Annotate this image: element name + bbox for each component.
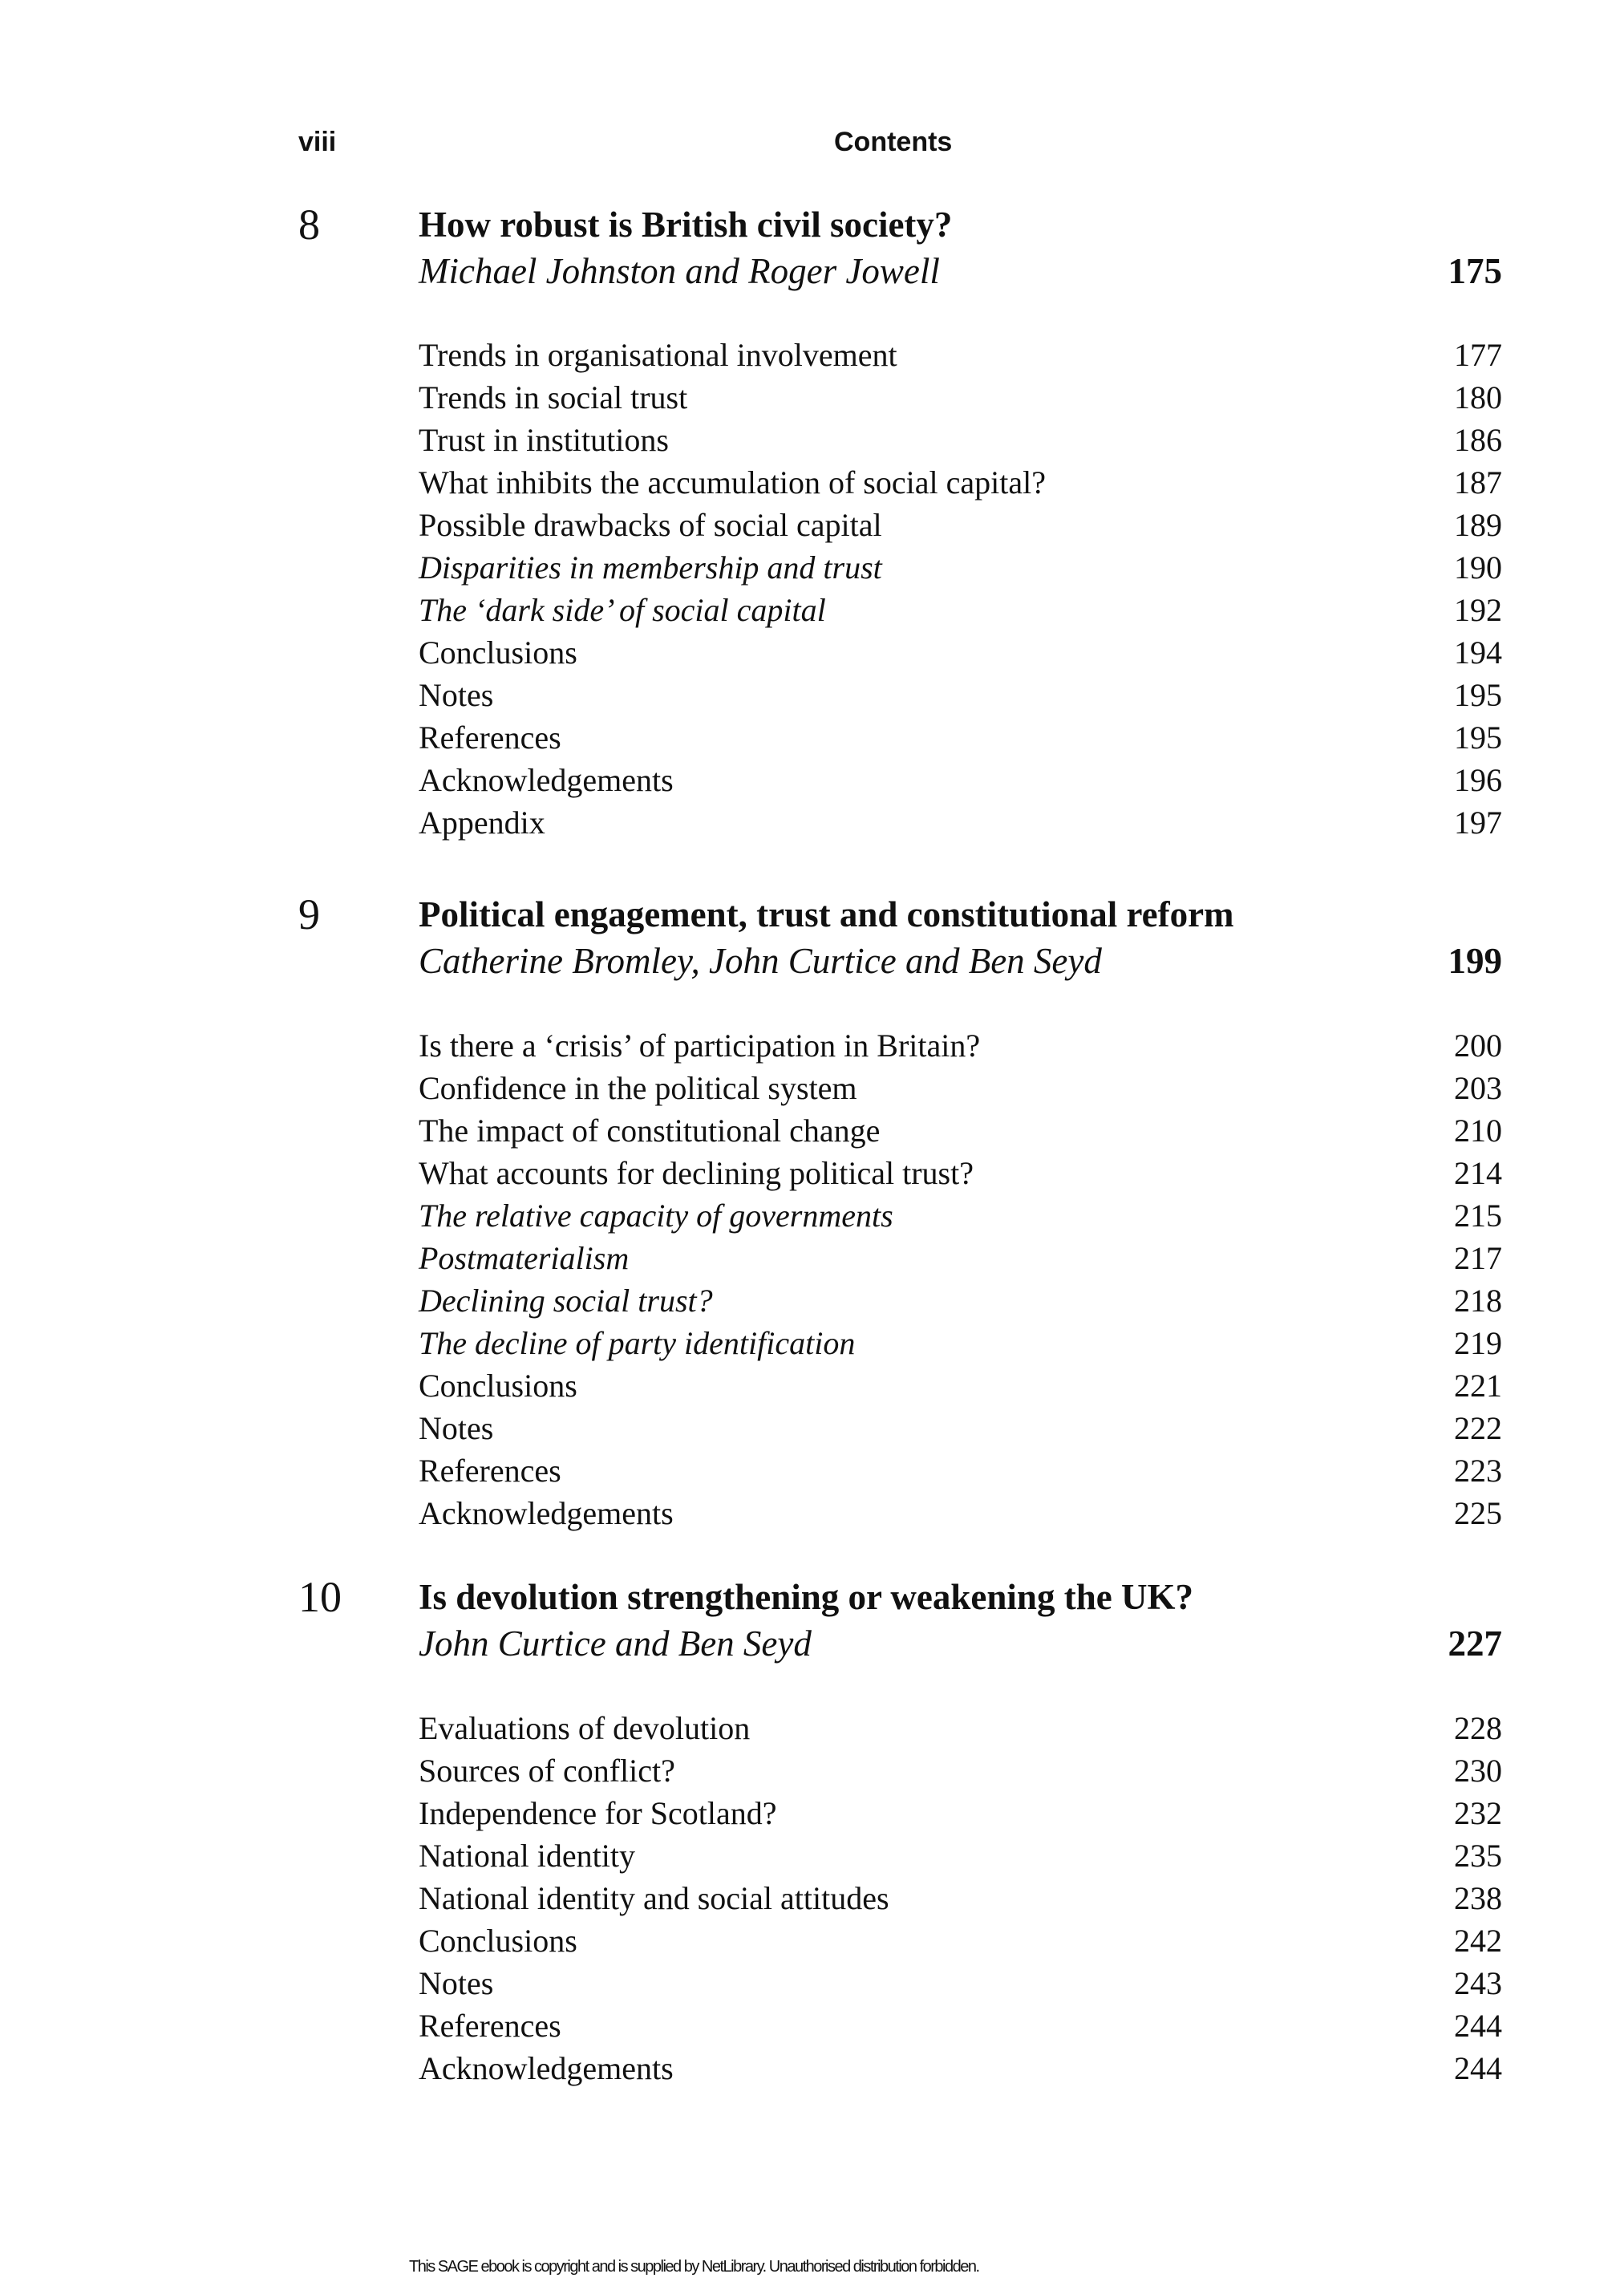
toc-entry[interactable] xyxy=(419,2004,1502,2047)
toc-entry-page: 194 xyxy=(1454,634,1502,671)
toc-entry[interactable] xyxy=(419,1792,1502,1834)
chapter-9-sections xyxy=(419,1024,1502,1534)
toc-entry-label: Acknowledgements xyxy=(419,2050,674,2086)
toc-entry-page: 222 xyxy=(1454,1410,1502,1446)
toc-entry-label: Acknowledgements xyxy=(419,762,674,798)
toc-entry[interactable] xyxy=(419,1152,1502,1194)
toc-entry-label: Notes xyxy=(419,677,494,713)
chapter-authors: Michael Johnston and Roger Jowell xyxy=(419,251,940,291)
page-folio: viii xyxy=(298,127,337,157)
toc-entry-label: Evaluations of devolution xyxy=(419,1710,751,1746)
toc-entry-label: Declining social trust? xyxy=(419,1283,713,1319)
toc-entry[interactable] xyxy=(419,716,1502,759)
toc-entry[interactable] xyxy=(419,589,1502,631)
toc-entry-label: The relative capacity of governments xyxy=(419,1198,893,1234)
toc-entry-page: 214 xyxy=(1454,1155,1502,1191)
toc-entry[interactable] xyxy=(419,1024,1502,1067)
toc-entry[interactable] xyxy=(419,631,1502,674)
chapter-page[interactable]: 175 xyxy=(1448,251,1502,291)
chapter-number: 8 xyxy=(298,201,320,249)
toc-entry-label: Is there a ‘crisis’ of participation in Britain? xyxy=(419,1027,981,1064)
toc-entry-label: Disparities in membership and trust xyxy=(419,549,882,586)
running-head-title: Contents xyxy=(834,127,953,157)
toc-entry-page: 225 xyxy=(1454,1495,1502,1531)
toc-entry[interactable] xyxy=(419,376,1502,419)
toc-entry-page: 232 xyxy=(1454,1795,1502,1831)
toc-entry-page: 195 xyxy=(1454,677,1502,713)
toc-entry-page: 186 xyxy=(1454,422,1502,458)
toc-entry[interactable] xyxy=(419,1707,1502,1749)
toc-entry[interactable] xyxy=(419,1279,1502,1322)
toc-entry-page: 210 xyxy=(1454,1113,1502,1149)
toc-entry-page: 244 xyxy=(1454,2050,1502,2086)
toc-entry[interactable] xyxy=(419,1237,1502,1279)
toc-entry-label: The impact of constitutional change xyxy=(419,1113,881,1149)
toc-entry[interactable] xyxy=(419,1749,1502,1792)
toc-entry-page: 200 xyxy=(1454,1027,1502,1064)
toc-entry-page: 243 xyxy=(1454,1965,1502,2001)
toc-entry[interactable] xyxy=(419,1492,1502,1534)
running-head xyxy=(0,127,1624,159)
toc-entry-label: References xyxy=(419,719,561,756)
toc-entry[interactable] xyxy=(419,801,1502,844)
toc-entry[interactable] xyxy=(419,1407,1502,1449)
toc-entry-page: 203 xyxy=(1454,1070,1502,1106)
toc-entry-label: Trends in social trust xyxy=(419,379,688,415)
chapter-title[interactable]: How robust is British civil society? xyxy=(419,205,953,245)
toc-entry-label: National identity xyxy=(419,1838,635,1874)
toc-entry-label: Conclusions xyxy=(419,1368,577,1404)
toc-entry[interactable] xyxy=(419,334,1502,376)
toc-entry-label: References xyxy=(419,2008,561,2044)
toc-entry[interactable] xyxy=(419,1364,1502,1407)
chapter-10-sections xyxy=(419,1707,1502,2089)
chapter-number: 10 xyxy=(298,1573,342,1621)
toc-entry-label: Independence for Scotland? xyxy=(419,1795,777,1831)
toc-entry-page: 196 xyxy=(1454,762,1502,798)
toc-entry-page: 217 xyxy=(1454,1240,1502,1276)
toc-entry-label: The decline of party identification xyxy=(419,1325,856,1361)
toc-entry-page: 244 xyxy=(1454,2008,1502,2044)
toc-entry-label: Acknowledgements xyxy=(419,1495,674,1531)
toc-entry-page: 219 xyxy=(1454,1325,1502,1361)
toc-entry-page: 235 xyxy=(1454,1838,1502,1874)
chapter-authors: Catherine Bromley, John Curtice and Ben Seyd xyxy=(419,941,1102,981)
toc-entry-page: 221 xyxy=(1454,1368,1502,1404)
toc-entry-page: 192 xyxy=(1454,592,1502,628)
toc-entry[interactable] xyxy=(419,546,1502,589)
toc-entry[interactable] xyxy=(419,674,1502,716)
toc-entry-page: 223 xyxy=(1454,1453,1502,1489)
toc-entry-label: What accounts for declining political trust? xyxy=(419,1155,974,1191)
toc-entry-page: 195 xyxy=(1454,719,1502,756)
toc-entry-label: Notes xyxy=(419,1410,494,1446)
copyright-footer: This SAGE ebook is copyright and is supplied by NetLibrary. Unauthorised distribution forbidden. xyxy=(409,2258,979,2276)
toc-entry-label: Trends in organisational involvement xyxy=(419,337,897,373)
toc-entry[interactable] xyxy=(419,2047,1502,2089)
toc-entry-label: Postmaterialism xyxy=(419,1240,630,1276)
toc-entry-page: 242 xyxy=(1454,1923,1502,1959)
toc-entry-page: 230 xyxy=(1454,1753,1502,1789)
toc-entry[interactable] xyxy=(419,1449,1502,1492)
toc-entry-page: 190 xyxy=(1454,549,1502,586)
chapter-number: 9 xyxy=(298,890,320,938)
toc-entry-label: The ‘dark side’ of social capital xyxy=(419,592,826,628)
toc-entry[interactable] xyxy=(419,1322,1502,1364)
toc-entry[interactable] xyxy=(419,1962,1502,2004)
toc-entry[interactable] xyxy=(419,419,1502,461)
toc-entry-label: Trust in institutions xyxy=(419,422,669,458)
toc-entry-label: Possible drawbacks of social capital xyxy=(419,507,882,543)
toc-entry-label: References xyxy=(419,1453,561,1489)
toc-entry[interactable] xyxy=(419,1194,1502,1237)
toc-entry-label: What inhibits the accumulation of social capital? xyxy=(419,464,1046,501)
toc-entry-page: 187 xyxy=(1454,464,1502,501)
toc-entry-label: Conclusions xyxy=(419,634,577,671)
chapter-page[interactable]: 227 xyxy=(1448,1623,1502,1664)
toc-entry[interactable] xyxy=(419,1109,1502,1152)
toc-entry[interactable] xyxy=(419,1834,1502,1877)
toc-entry-label: Sources of conflict? xyxy=(419,1753,675,1789)
chapter-title[interactable]: Political engagement, trust and constitutional reform xyxy=(419,894,1234,934)
toc-entry-page: 180 xyxy=(1454,379,1502,415)
toc-entry-label: Confidence in the political system xyxy=(419,1070,857,1106)
toc-entry-page: 215 xyxy=(1454,1198,1502,1234)
toc-entry-page: 238 xyxy=(1454,1880,1502,1916)
chapter-authors: John Curtice and Ben Seyd xyxy=(419,1623,812,1664)
toc-entry[interactable] xyxy=(419,504,1502,546)
toc-entry[interactable] xyxy=(419,759,1502,801)
toc-entry-label: Notes xyxy=(419,1965,494,2001)
toc-entry-page: 228 xyxy=(1454,1710,1502,1746)
toc-entry-page: 218 xyxy=(1454,1283,1502,1319)
toc-entry[interactable] xyxy=(419,1919,1502,1962)
chapter-page[interactable]: 199 xyxy=(1448,941,1502,981)
toc-entry-page: 197 xyxy=(1454,805,1502,841)
chapter-8-sections xyxy=(419,334,1502,844)
toc-entry[interactable] xyxy=(419,461,1502,504)
toc-entry-label: Conclusions xyxy=(419,1923,577,1959)
toc-entry-page: 177 xyxy=(1454,337,1502,373)
toc-entry[interactable] xyxy=(419,1067,1502,1109)
toc-entry-label: Appendix xyxy=(419,805,545,841)
toc-entry[interactable] xyxy=(419,1877,1502,1919)
chapter-title[interactable]: Is devolution strengthening or weakening the UK? xyxy=(419,1577,1193,1617)
toc-entry-page: 189 xyxy=(1454,507,1502,543)
toc-entry-label: National identity and social attitudes xyxy=(419,1880,889,1916)
